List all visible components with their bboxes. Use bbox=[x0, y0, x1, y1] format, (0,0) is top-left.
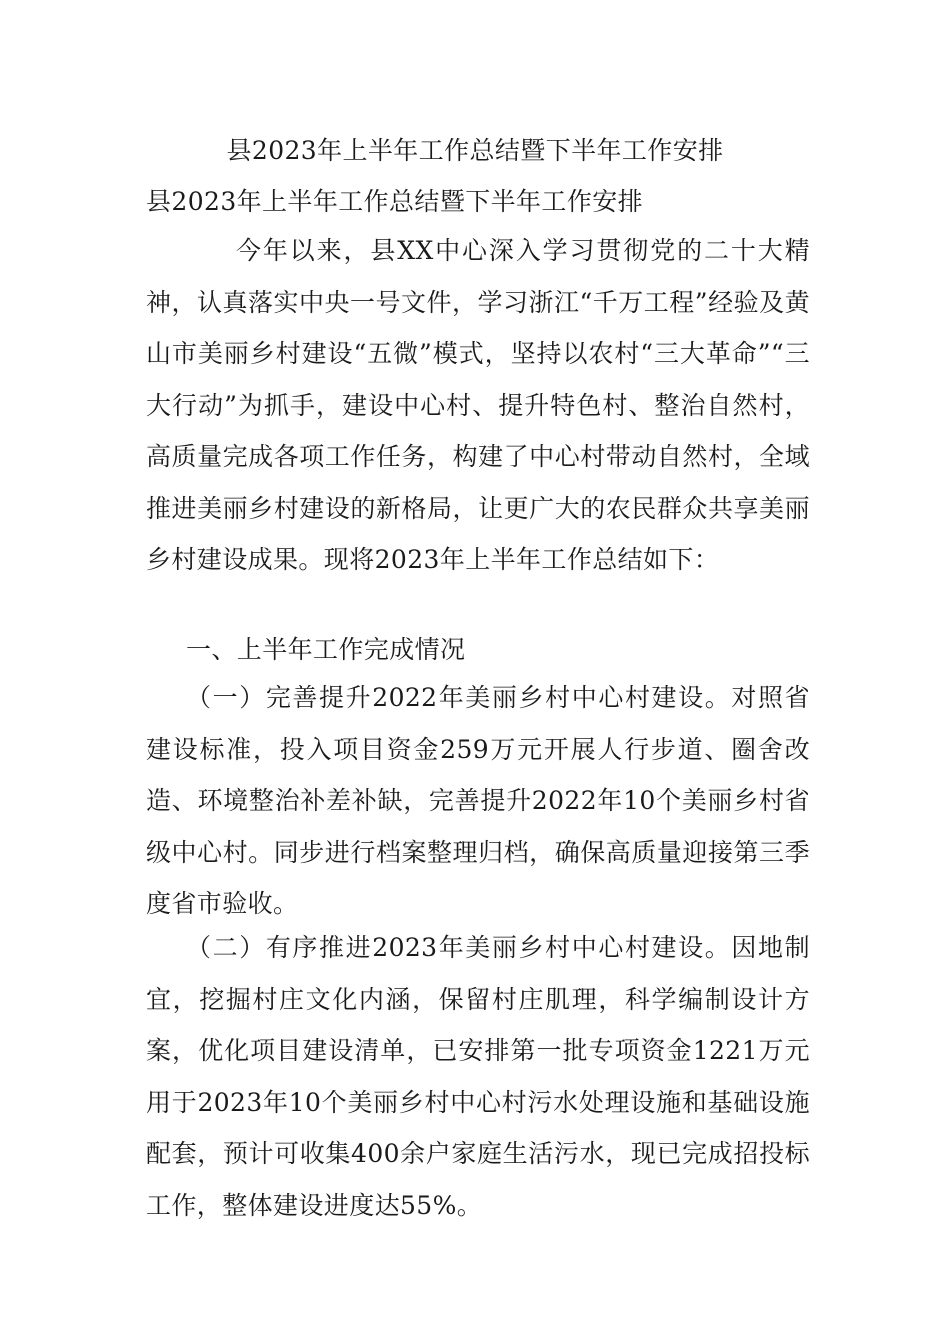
document-title: 县2023年上半年工作总结暨下半年工作安排 bbox=[226, 136, 724, 165]
document-subtitle: 县2023年上半年工作总结暨下半年工作安排 bbox=[146, 187, 644, 216]
paragraph-item-2: （二）有序推进2023年美丽乡村中心村建设。因地制宜，挖掘村庄文化内涵，保留村庄肌理，科学编制设计方案，优化项目建设清单，已安排第一批专项资金1221万元用于2023年10个美丽乡村中心村污水处理设施和基础设施配套，预计可收集400余户家庭生活污水，现已完成招投标工作，整体建设进度达55%。 bbox=[146, 933, 810, 1220]
intro-paragraph: 今年以来，县XX中心深入学习贯彻党的二十大精神，认真落实中央一号文件，学习浙江“千万工程”经验及黄山市美丽乡村建设“五微”模式，坚持以农村“三大革命”“三大行动”为抓手，建设中心村、提升特色村、整治自然村，高质量完成各项工作任务，构建了中心村带动自然村，全域推进美丽乡村建设的新格局，让更广大的农民群众共享美丽乡村建设成果。现将2023年上半年工作总结如下： bbox=[146, 236, 810, 574]
paragraph-item-1: （一）完善提升2022年美丽乡村中心村建设。对照省建设标准，投入项目资金259万元开展人行步道、圈舍改造、环境整治补差补缺，完善提升2022年10个美丽乡村省级中心村。同步进行档案整理归档，确保高质量迎接第三季度省市验收。 bbox=[146, 683, 810, 918]
section-heading: 一、上半年工作完成情况 bbox=[186, 635, 466, 664]
